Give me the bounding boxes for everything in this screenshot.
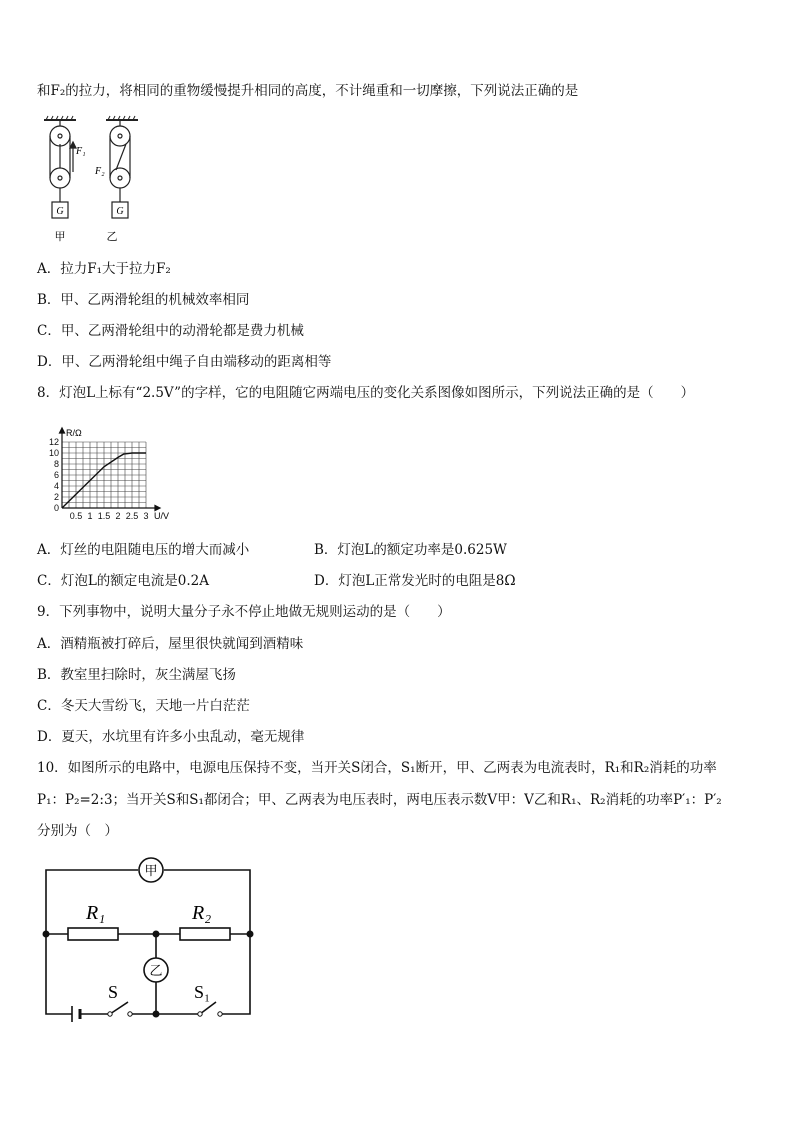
ceiling-a <box>44 116 76 120</box>
q10-stem-line1: 10．如图所示的电路中，电源电压保持不变，当开关S闭合，S₁断开，甲、乙两表为电流表时，R₁和R₂消耗的功率 <box>37 760 717 776</box>
chart-grid <box>62 442 146 508</box>
switch-s1-label: S₁ <box>194 982 211 1002</box>
y-tick-label: 6 <box>53 470 59 480</box>
y-axis-arrow <box>60 428 65 433</box>
y-tick-label: 2 <box>53 492 59 502</box>
x-axis-arrow <box>155 506 160 511</box>
figure-label-b: 乙 <box>106 230 118 243</box>
chart-xlabel: U/V <box>154 511 170 521</box>
pulley-system-a <box>50 120 76 218</box>
r2-label: R₂ <box>192 902 212 924</box>
weight-a-label: G <box>56 206 64 217</box>
x-tick-label: 2.5 <box>125 511 139 521</box>
x-tick-label: 1 <box>87 511 93 521</box>
q8-option-c: C．灯泡L的额定电流是0.2A <box>37 573 210 589</box>
meter-a-label: 甲 <box>144 864 158 879</box>
resistor-r2 <box>180 928 230 940</box>
q7-stem: 和F₂的拉力，将相同的重物缓慢提升相同的高度，不计绳重和一切摩擦，下列说法正确的是 <box>37 83 579 99</box>
force-f1-label: F₁ <box>76 146 86 157</box>
q8-stem: 8．灯泡L上标有“2.5V”的字样，它的电阻随它两端电压的变化关系图像如图所示，下列说法正确的是（ ） <box>37 385 695 401</box>
y-tick-label: 8 <box>53 459 59 469</box>
meter-b-label: 乙 <box>149 964 163 979</box>
q7-option-a: A．拉力F₁大于拉力F₂ <box>37 261 171 277</box>
switch-s <box>110 1002 128 1014</box>
pulley-figure <box>36 114 146 246</box>
pulley-system-b <box>110 120 130 218</box>
q9-option-c: C．冬天大雪纷飞，天地一片白茫茫 <box>37 698 250 714</box>
resistance-voltage-chart <box>36 420 186 526</box>
y-tick-label: 4 <box>53 481 59 491</box>
r1-label: R₁ <box>86 902 106 924</box>
q10-stem-line3: 分别为（ ） <box>37 823 118 839</box>
q9-option-b: B．教室里扫除时，灰尘满屋飞扬 <box>37 667 236 683</box>
y-tick-label: 10 <box>48 448 59 458</box>
q9-option-d: D．夏天，水坑里有许多小虫乱动，毫无规律 <box>37 729 305 745</box>
q10-stem-line2: P₁：P₂=2:3；当开关S和S₁都闭合；甲、乙两表为电压表时，两电压表示数V甲：V乙和R₁、R₂消耗的功率P′₁：P′₂ <box>37 792 722 808</box>
x-tick-label: 3 <box>143 511 149 521</box>
resistor-r1 <box>68 928 118 940</box>
q7-option-b: B．甲、乙两滑轮组的机械效率相同 <box>37 292 250 308</box>
circuit-diagram <box>36 852 266 1024</box>
switch-s-label: S <box>108 982 119 1002</box>
ceiling-b <box>106 116 138 120</box>
battery-icon <box>72 1006 80 1022</box>
y-tick-label: 12 <box>48 437 59 447</box>
y-tick-label: 0 <box>53 503 59 513</box>
q7-option-d: D．甲、乙两滑轮组中绳子自由端移动的距离相等 <box>37 354 332 370</box>
force-f2-label: F₂ <box>95 166 105 177</box>
q8-option-b: B．灯泡L的额定功率是0.625W <box>314 542 507 558</box>
q9-option-a: A．酒精瓶被打碎后，屋里很快就闻到酒精味 <box>37 636 304 652</box>
x-tick-label: 1.5 <box>97 511 111 521</box>
x-tick-label: 0.5 <box>69 511 83 521</box>
q8-option-a: A．灯丝的电阻随电压的增大而减小 <box>37 542 250 558</box>
switch-s1 <box>200 1002 216 1014</box>
weight-b-label: G <box>116 206 124 217</box>
figure-label-a: 甲 <box>54 230 66 243</box>
chart-ylabel: R/Ω <box>66 428 82 438</box>
q8-option-d: D．灯泡L正常发光时的电阻是8Ω <box>314 573 516 589</box>
q7-option-c: C．甲、乙两滑轮组中的动滑轮都是费力机械 <box>37 323 304 339</box>
x-tick-label: 2 <box>115 511 121 521</box>
q9-stem: 9．下列事物中，说明大量分子永不停止地做无规则运动的是（ ） <box>37 604 451 620</box>
